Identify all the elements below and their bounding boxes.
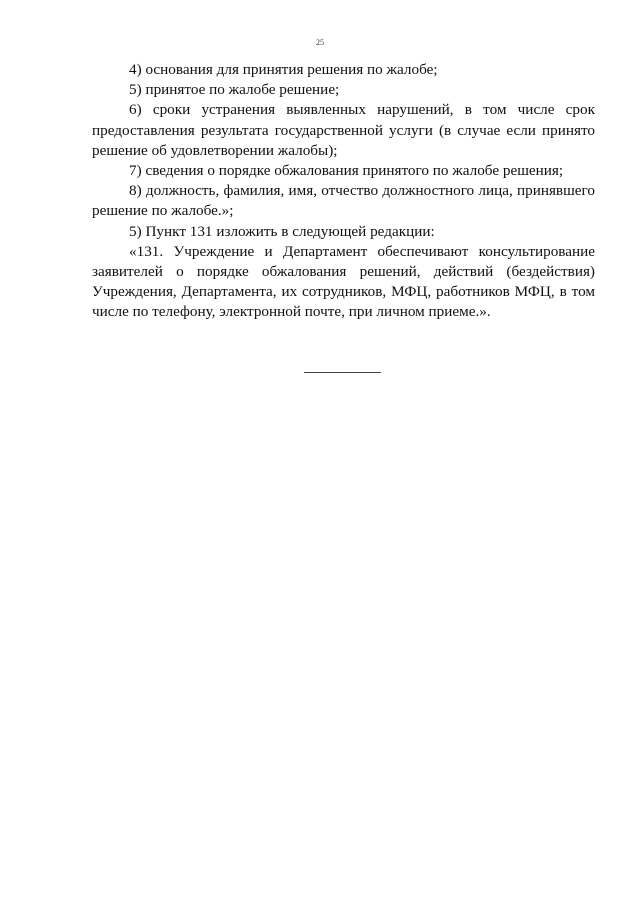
- paragraph-item-6: 6) сроки устранения выявленных нарушений, в том числе срок предоставления результата государственной услуги (в случае если принято решение об удовлетворении жалобы);: [92, 101, 595, 159]
- paragraph-point-131: «131. Учреждение и Департамент обеспечивают консультирование заявителей о порядке обжалования решений, действий (бездействия) Учреждения, Департамента, их сотрудников, МФЦ, работников МФЦ, в том числе по телефону, электронной почте, при личном приеме.».: [92, 242, 595, 321]
- document-body: [92, 60, 595, 323]
- paragraph-item-5: 5) принятое по жалобе решение;: [129, 81, 340, 99]
- paragraph-item-8: 8) должность, фамилия, имя, отчество должностного лица, принявшего решение по жалобе.»;: [92, 182, 595, 220]
- end-separator-line: [304, 372, 381, 373]
- paragraph-item-4: 4) основания для принятия решения по жалобе;: [129, 61, 438, 78]
- paragraph-amendment-intro: 5) Пункт 131 изложить в следующей редакции:: [129, 222, 435, 240]
- paragraph-item-7: 7) сведения о порядке обжалования принятого по жалобе решения;: [129, 162, 564, 180]
- page-number: 25: [316, 38, 324, 47]
